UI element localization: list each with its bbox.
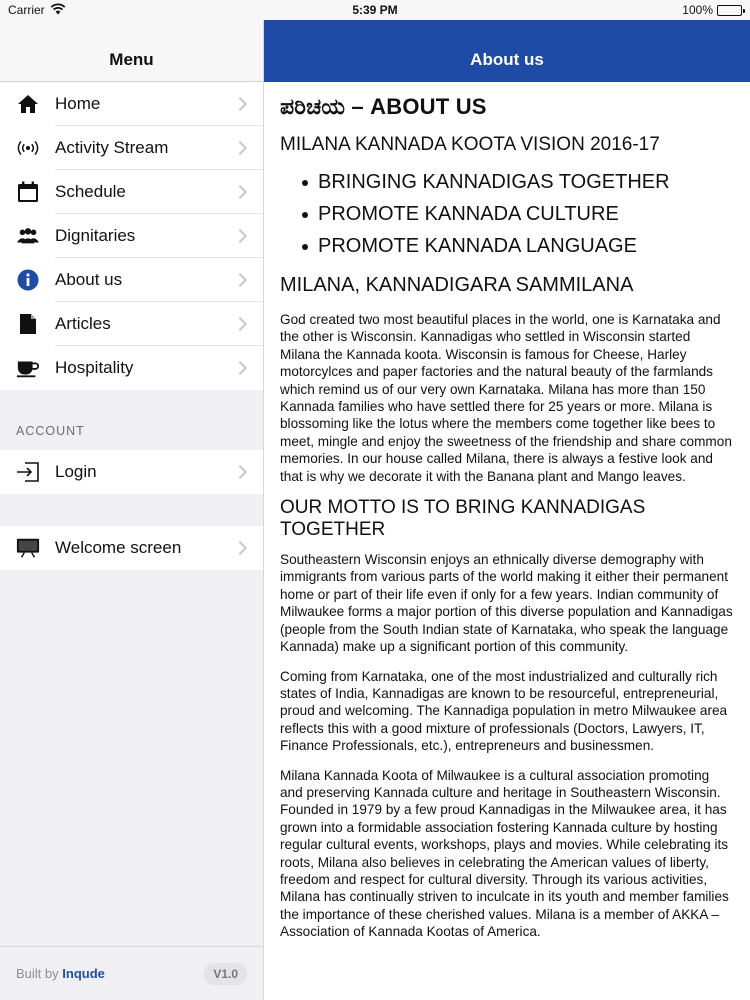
- info-icon: [16, 268, 40, 292]
- home-icon: [16, 92, 40, 116]
- brand-link[interactable]: Inqude: [62, 966, 105, 981]
- sidebar-item-dignitaries[interactable]: [0, 214, 263, 258]
- sidebar-menu: [0, 20, 264, 1000]
- list-item: BRINGING KANNADIGAS TOGETHER: [302, 166, 734, 198]
- account-section-header: ACCOUNT: [16, 424, 85, 438]
- version-badge: V1.0: [204, 963, 247, 985]
- paragraph: Southeastern Wisconsin enjoys an ethnically diverse demography with immigrants from various parts of the world making it either their permanent home or part of their life even if only for a few years. Indian community of Milwaukee forms a major portion of this diverse population and Kannadigas (people from the South Indian state of Karnataka, who speak the language Kannada) make up a significant portion of this community.: [280, 552, 733, 655]
- sidebar-item-login[interactable]: [0, 450, 263, 494]
- sidebar-item-home[interactable]: [0, 82, 263, 126]
- paragraph: Milana Kannada Koota of Milwaukee is a cultural association promoting and preserving Kannada culture and heritage in Southeastern Wisconsin. Founded in 1979 by a few proud Kannadigas in the Milwaukee area, it has grown into a formidable association fostering Kannada culture by hosting regular cultural events, workshops, plays and movies. While celebrating its roots, Milana also believes in celebrating the American values of liberty, freedom and respect for cultural diversity. Through its various activities, Milana has continually striven to inculcate in its youth and member families the importance of these cherished values. Milana is a member of AKKA – Association of Kannada Kootas of America.: [280, 767, 729, 940]
- sidebar-item-about-us[interactable]: [0, 258, 263, 302]
- wifi-icon: [50, 3, 66, 18]
- extra-menu-group: [0, 526, 263, 570]
- group-spacer: [0, 494, 263, 526]
- motto-heading: OUR MOTTO IS TO BRING KANNADIGAS TOGETHER: [280, 497, 646, 541]
- login-icon: [16, 460, 40, 484]
- sidebar-item-label: Schedule: [55, 182, 126, 201]
- sidebar-item-hospitality[interactable]: [0, 346, 263, 390]
- sidebar-item-label: Hospitality: [55, 358, 134, 377]
- page-title: About us: [470, 50, 544, 69]
- coffee-cup-icon: [16, 356, 40, 380]
- vision-list: [302, 166, 734, 262]
- sidebar-item-welcome-screen[interactable]: [0, 526, 263, 570]
- paragraph: God created two most beautiful places in the world, one is Karnataka and the other is Wisconsin. Kannadigas who settled in Wisconsin started Milana the Kannada koota. Wisconsin is famous for Cheese, Harley motorcylces and paper factories and the natural beauty of the farmlands which remind us of our very own Karnataka. Milana has more than 150 Kannada families who have settled there for 25 years or more. Milana is blossoming like the lotus where the members come together like bees to meet, mingle and enjoy the sweetness of the friendship and share common memories. In our house called Milana, there is always a festive look and that is why we decorate it with the Banana plant and Mango leaves.: [280, 312, 732, 484]
- status-time: 5:39 PM: [352, 3, 398, 17]
- sidebar-item-label: Login: [55, 462, 97, 481]
- main-panel: [264, 20, 750, 1000]
- status-bar: [0, 0, 750, 20]
- group-icon: [16, 224, 40, 248]
- battery-percent: 100%: [682, 3, 713, 17]
- sidebar-item-activity-stream[interactable]: [0, 126, 263, 170]
- presentation-icon: [16, 536, 40, 560]
- document-icon: [16, 312, 40, 336]
- battery-icon: [717, 5, 742, 16]
- sidebar-item-label: About us: [55, 270, 123, 289]
- vision-title: MILANA KANNADA KOOTA VISION 2016-17: [280, 134, 660, 155]
- about-content[interactable]: [264, 82, 750, 941]
- sidebar-item-label: Welcome screen: [55, 538, 182, 557]
- sidebar-item-label: Dignitaries: [55, 226, 136, 245]
- sidebar-footer: [0, 946, 263, 1000]
- list-item: PROMOTE KANNADA LANGUAGE: [302, 230, 734, 262]
- sidebar-item-articles[interactable]: [0, 302, 263, 346]
- list-item: PROMOTE KANNADA CULTURE: [302, 198, 734, 230]
- sidebar-item-label: Home: [55, 94, 101, 113]
- paragraph: Coming from Karnataka, one of the most industrialized and culturally rich states of India, Kannadigas are known to be resourceful, entrepreneurial, proud and welcoming. The Kannadiga population in metro Milwaukee area reflects this with a good mixture of professionals (Doctors, Lawyers, IT, Finance Professionals, etc.), entrepreneurs and businessmen.: [280, 668, 728, 754]
- sidebar-item-label: Articles: [55, 314, 111, 333]
- about-heading: ಪರಿಚಯ – ABOUT US: [280, 94, 487, 119]
- sidebar-item-schedule[interactable]: [0, 170, 263, 214]
- nav-bar: [264, 20, 750, 82]
- subheading: MILANA, KANNADIGARA SAMMILANA: [280, 274, 634, 296]
- built-by-credit: [16, 966, 105, 981]
- calendar-icon: [16, 180, 40, 204]
- sidebar-item-label: Activity Stream: [55, 138, 169, 157]
- main-menu-group: [0, 82, 263, 390]
- broadcast-icon: [16, 136, 40, 160]
- built-by-label: Built by: [16, 966, 59, 981]
- account-menu-group: [0, 450, 263, 494]
- sidebar-title: Menu: [0, 20, 263, 82]
- carrier-label: Carrier: [8, 3, 45, 17]
